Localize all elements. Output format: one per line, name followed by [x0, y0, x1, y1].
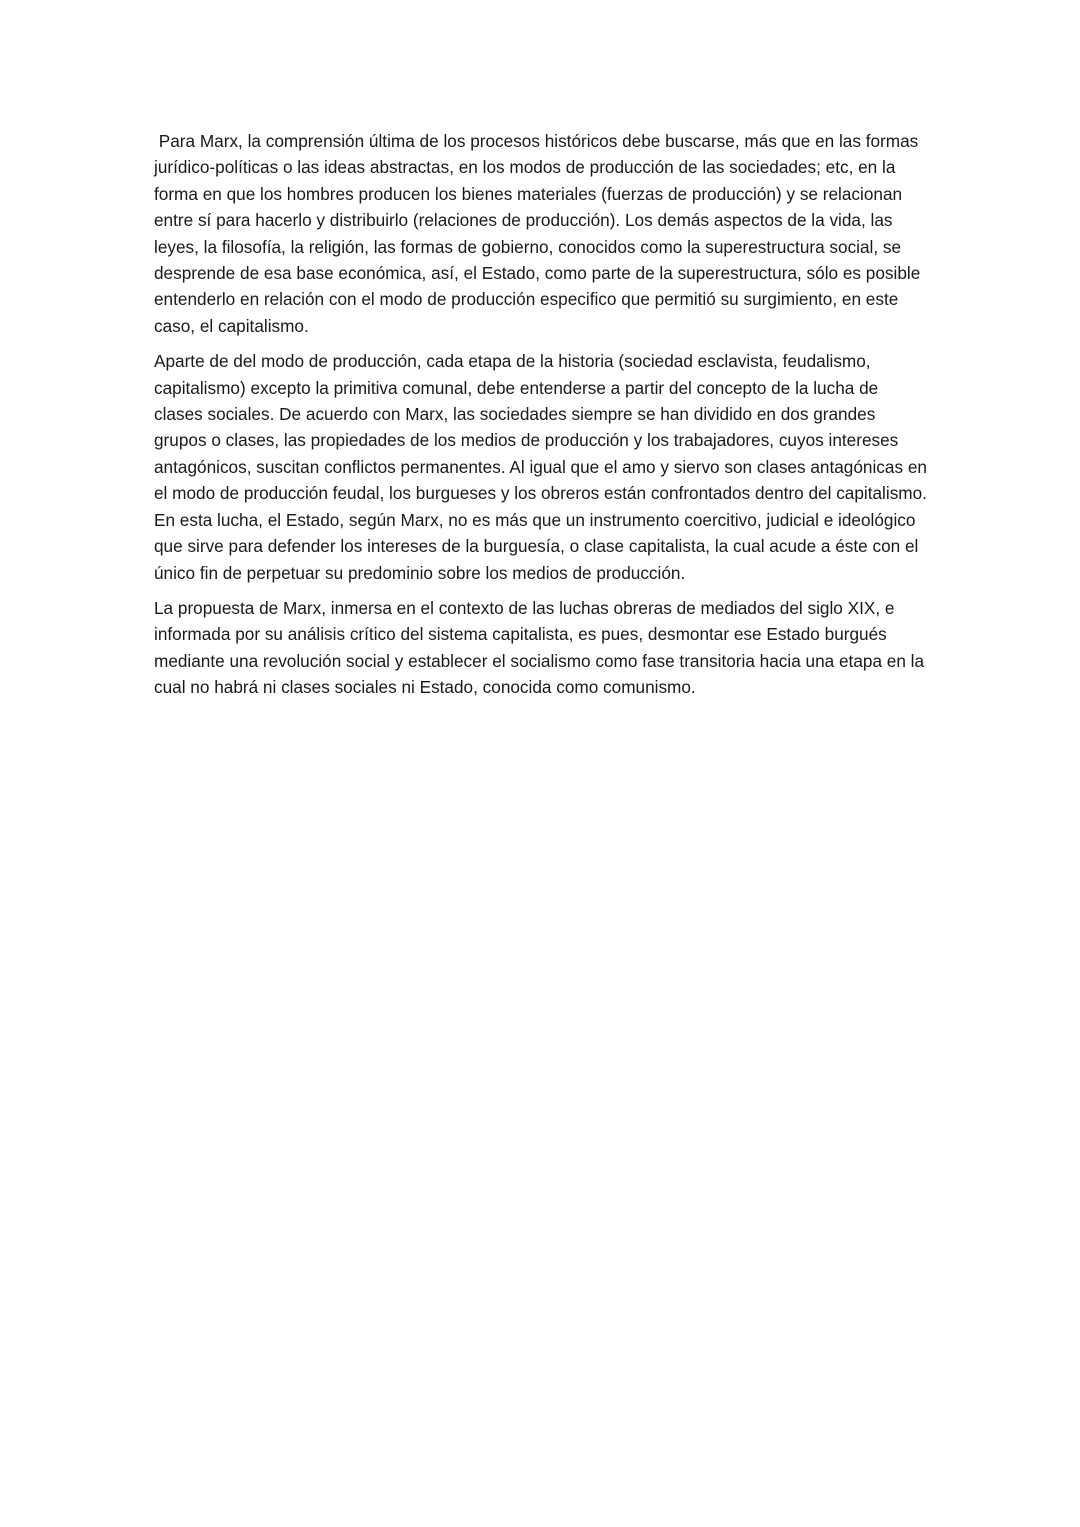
document-body — [154, 128, 932, 710]
paragraph-marx-historical-processes: Para Marx, la comprensión última de los procesos históricos debe buscarse, más que en las formas jurídico-políticas o las ideas abstractas, en los modos de producción de las sociedades; etc, en la forma en que los hombres producen los bienes materiales (fuerzas de producción) y se relacionan entre sí para hacerlo y distribuirlo (relaciones de producción). Los demás aspectos de la vida, las leyes, la filosofía, la religión, las formas de gobierno, conocidos como la superestructura social, se desprende de esa base económica, así, el Estado, como parte de la superestructura, sólo es posible entenderlo en relación con el modo de producción especifico que permitió su surgimiento, en este caso, el capitalismo. — [154, 131, 926, 336]
paragraph-marx-proposal: La propuesta de Marx, inmersa en el contexto de las luchas obreras de mediados del siglo XIX, e informada por su análisis crítico del sistema capitalista, es pues, desmontar ese Estado burgués mediante una revolución social y establecer el socialismo como fase transitoria hacia una etapa en la cual no habrá ni clases sociales ni Estado, conocida como comunismo. — [154, 597, 929, 698]
paragraph-class-struggle: Aparte de del modo de producción, cada etapa de la historia (sociedad esclavista, feudalismo, capitalismo) excepto la primitiva comunal, debe entenderse a partir del concepto de la lucha de clases sociales. De acuerdo con Marx, las sociedades siempre se han dividido en dos grandes grupos o clases, las propiedades de los medios de producción y los trabajadores, cuyos intereses antagónicos, suscitan conflictos permanentes. Al igual que el amo y siervo son clases antagónicas en el modo de producción feudal, los burgueses y los obreros están confrontados dentro del capitalismo. En esta lucha, el Estado, según Marx, no es más que un instrumento coercitivo, judicial e ideológico que sirve para defender los intereses de la burguesía, o clase capitalista, la cual acude a éste con el único fin de perpetuar su predominio sobre los medios de producción. — [154, 351, 932, 583]
